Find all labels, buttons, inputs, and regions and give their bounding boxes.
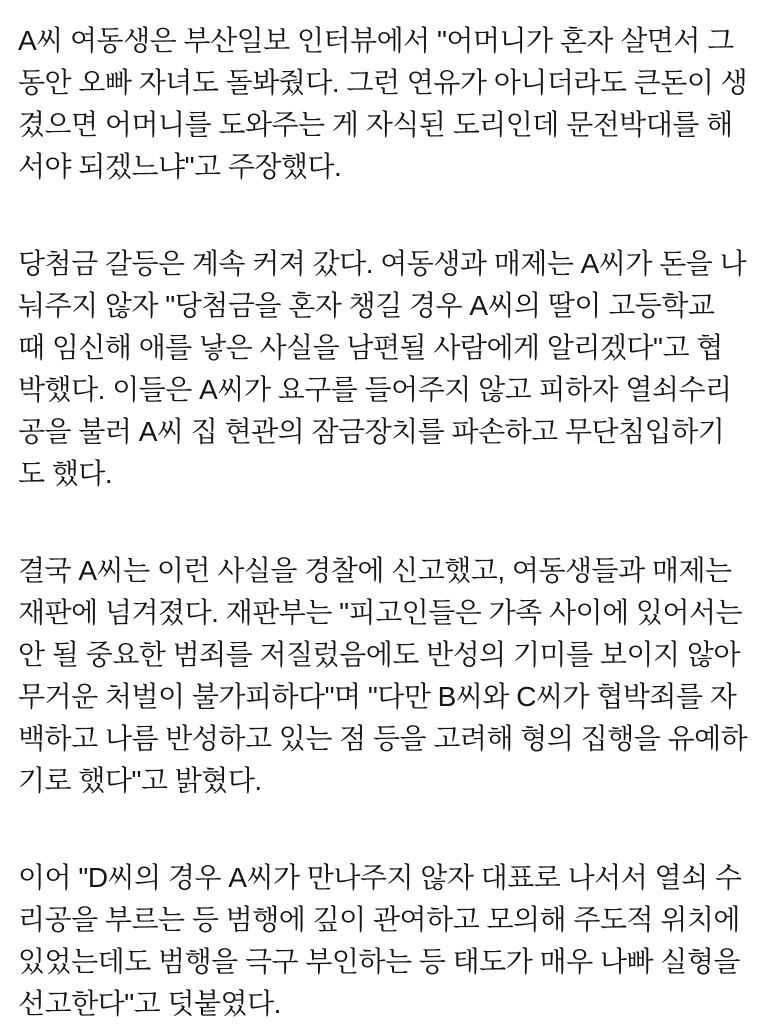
text-line: 있었는데도 범행을 극구 부인하는 등 태도가 매우 나빠 실형을 <box>18 946 740 977</box>
text-line: 기로 했다"고 밝혔다. <box>18 765 262 796</box>
paragraph-4 <box>18 857 766 1025</box>
text-line: 당첨금 갈등은 계속 커져 갔다. 여동생과 매제는 A씨가 돈을 나 <box>18 248 747 279</box>
text-line: 결국 A씨는 이런 사실을 경찰에 신고했고, 여동생들과 매제는 <box>18 555 732 586</box>
text-line: 겼으면 어머니를 도와주는 게 자식된 도리인데 문전박대를 해 <box>18 109 733 140</box>
text-line: 백하고 나름 반성하고 있는 점 등을 고려해 형의 집행을 유예하 <box>18 723 748 754</box>
text-line: 이어 "D씨의 경우 A씨가 만나주지 않자 대표로 나서서 열쇠 수 <box>18 862 742 893</box>
text-line: 재판에 넘겨졌다. 재판부는 "피고인들은 가족 사이에 있어서는 <box>18 597 743 628</box>
paragraph-1 <box>18 20 766 188</box>
text-line: 선고한다"고 덧붙였다. <box>18 988 281 1019</box>
text-line: 서야 되겠느냐"고 주장했다. <box>18 151 342 182</box>
text-line: 공을 불러 A씨 집 현관의 잠금장치를 파손하고 무단침입하기 <box>18 416 725 447</box>
text-line: 박했다. 이들은 A씨가 요구를 들어주지 않고 피하자 열쇠수리 <box>18 374 732 405</box>
text-line: 안 될 중요한 범죄를 저질렀음에도 반성의 기미를 보이지 않아 <box>18 639 740 670</box>
text-line: 동안 오빠 자녀도 돌봐줬다. 그런 연유가 아니더라도 큰돈이 생 <box>18 67 748 98</box>
text-line: 눠주지 않자 "당첨금을 혼자 챙길 경우 A씨의 딸이 고등학교 <box>18 290 715 321</box>
text-line: A씨 여동생은 부산일보 인터뷰에서 "어머니가 혼자 살면서 그 <box>18 25 734 56</box>
paragraph-2 <box>18 243 766 495</box>
text-line: 무거운 처벌이 불가피하다"며 "다만 B씨와 C씨가 협박죄를 자 <box>18 681 737 712</box>
text-line: 때 임신해 애를 낳은 사실을 남편될 사람에게 알리겠다"고 협 <box>18 332 723 363</box>
text-line: 도 했다. <box>18 458 113 489</box>
text-line: 리공을 부르는 등 범행에 깊이 관여하고 모의해 주도적 위치에 <box>18 904 740 935</box>
paragraph-3 <box>18 550 766 802</box>
